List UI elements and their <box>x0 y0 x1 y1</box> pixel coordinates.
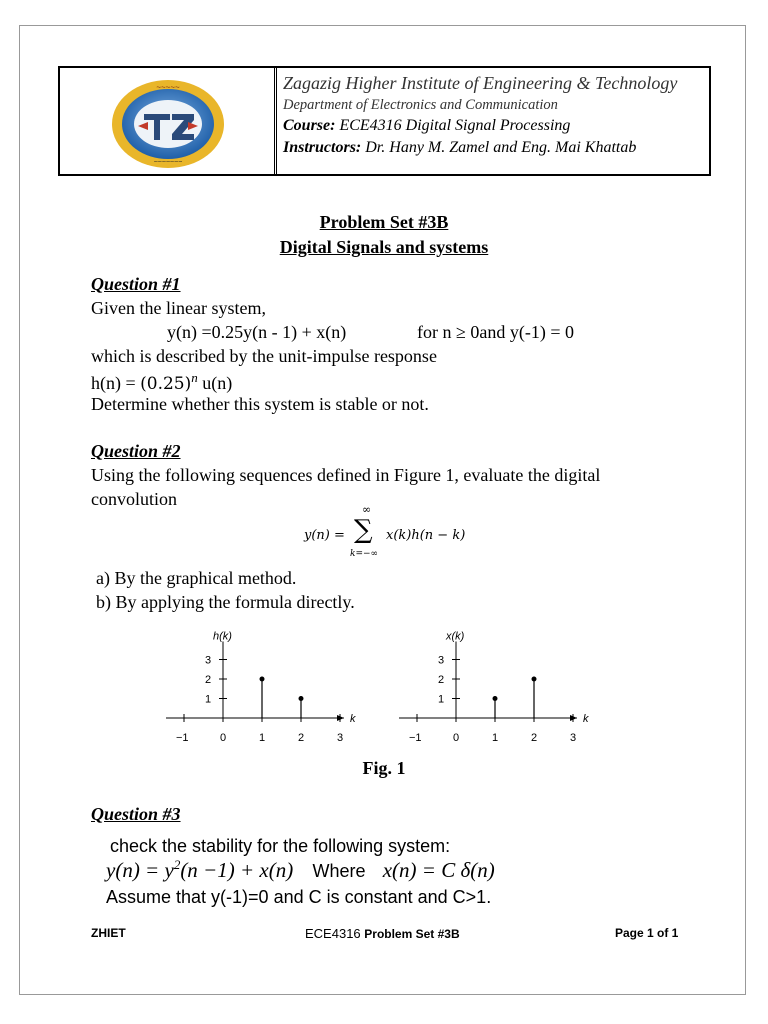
formula-lower-limit: k=−∞ <box>350 549 379 559</box>
q1-equation: y(n) =0.25y(n - 1) + x(n) <box>167 322 347 342</box>
formula-rhs: x(k)h(n − k) <box>386 528 466 543</box>
q3-input-def: x(n) = C δ(n) <box>382 858 495 882</box>
footer-page: Page 1 of 1 <box>615 926 679 940</box>
q3-eq-power: 2 <box>173 857 181 872</box>
instructors-value: Dr. Hany M. Zamel and Eng. Mai Khattab <box>365 139 637 156</box>
q1-intro: Given the linear system, <box>91 298 266 318</box>
svg-text:~~~~~: ~~~~~ <box>156 83 180 92</box>
header-info <box>277 68 709 174</box>
course-value: ECE4316 Digital Signal Processing <box>339 117 571 134</box>
chart0-x-tick-label: 2 <box>298 732 305 744</box>
chart1-xlabel: k <box>583 713 589 725</box>
figure-1 <box>0 615 768 745</box>
q1-impulse-response <box>91 370 232 394</box>
chart1-y-tick-label: 3 <box>438 654 445 667</box>
q2-intro-cont: convolution <box>91 489 177 509</box>
footer-left: ZHIET <box>91 926 126 940</box>
chart0-stem-point <box>260 677 265 682</box>
course-line <box>283 115 709 137</box>
chart0-y-tick-label: 1 <box>205 693 212 706</box>
chart0-x-tick-label: 3 <box>337 732 344 744</box>
impulse-base: (0.25) <box>140 374 192 394</box>
q3-equation <box>106 857 495 883</box>
formula-lhs: y(n) = <box>304 528 345 543</box>
q2-intro: Using the following sequences defined in Figure 1, evaluate the digital <box>91 465 601 485</box>
institute-name: Zagazig Higher Institute of Engineering & Technology <box>283 73 678 93</box>
chart0-xlabel: k <box>350 713 356 725</box>
chart0-stem-point <box>299 696 304 701</box>
chart1-x-tick-label: 2 <box>531 732 538 744</box>
q3-where: Where <box>312 861 366 881</box>
institute-logo <box>108 76 228 172</box>
q2-item-b: b) By applying the formula directly. <box>96 592 355 612</box>
chart0-x-tick-label: −1 <box>176 732 189 744</box>
logo-cell <box>60 68 277 174</box>
instructors-label: Instructors: <box>283 139 362 156</box>
chart0-y-tick-label: 3 <box>205 654 212 667</box>
question-1-heading: Question #1 <box>91 274 181 294</box>
chart1-title: x(k) <box>446 630 465 643</box>
footer-course: ECE4316 <box>305 926 365 941</box>
chart1-x-tick-label: −1 <box>409 732 422 744</box>
chart1-y-tick-label: 2 <box>438 674 445 686</box>
header-box <box>58 66 711 176</box>
problem-set-title: Problem Set #3B <box>319 212 449 232</box>
q1-description: which is described by the unit-impulse response <box>91 346 437 366</box>
svg-text:~~~~~~~: ~~~~~~~ <box>153 159 183 166</box>
impulse-prefix: h(n) = <box>91 373 141 393</box>
impulse-exponent: n <box>191 370 198 385</box>
chart1-y-tick-label: 1 <box>438 693 445 706</box>
q1-task: Determine whether this system is stable or not. <box>91 394 429 414</box>
footer-center <box>305 926 460 941</box>
chart0-y-tick-label: 2 <box>205 674 212 686</box>
question-3-heading: Question #3 <box>91 804 181 824</box>
q3-eq-rest: (n −1) + x(n) <box>180 858 294 882</box>
figure-caption: Fig. 1 <box>362 758 406 778</box>
q1-condition: for n ≥ 0and y(-1) = 0 <box>417 322 574 342</box>
formula-sigma: ∑ <box>354 515 373 545</box>
impulse-suffix: u(n) <box>197 373 233 393</box>
q3-intro: check the stability for the following system: <box>110 836 451 856</box>
q3-assumption: Assume that y(-1)=0 and C is constant and C>1. <box>106 887 492 907</box>
instructors-line <box>283 137 709 159</box>
question-2-heading: Question #2 <box>91 441 181 461</box>
chart1-x-tick-label: 1 <box>492 732 499 744</box>
chart1-stem-point <box>493 696 498 701</box>
convolution-formula <box>304 503 474 563</box>
department-name: Department of Electronics and Communication <box>283 97 558 113</box>
course-label: Course: <box>283 117 336 134</box>
problem-set-subtitle: Digital Signals and systems <box>279 237 489 257</box>
chart0-x-tick-label: 0 <box>220 732 227 744</box>
chart1-stem-point <box>532 677 537 682</box>
chart1-x-tick-label: 3 <box>570 732 577 744</box>
chart0-title: h(k) <box>213 630 232 643</box>
formula-upper-limit: ∞ <box>362 503 372 516</box>
footer-set: Problem Set #3B <box>364 927 460 941</box>
chart1-x-tick-label: 0 <box>453 732 460 744</box>
chart0-x-tick-label: 1 <box>259 732 266 744</box>
q3-eq-lhs: y(n) = y <box>106 858 174 882</box>
q2-item-a: a) By the graphical method. <box>96 568 297 588</box>
